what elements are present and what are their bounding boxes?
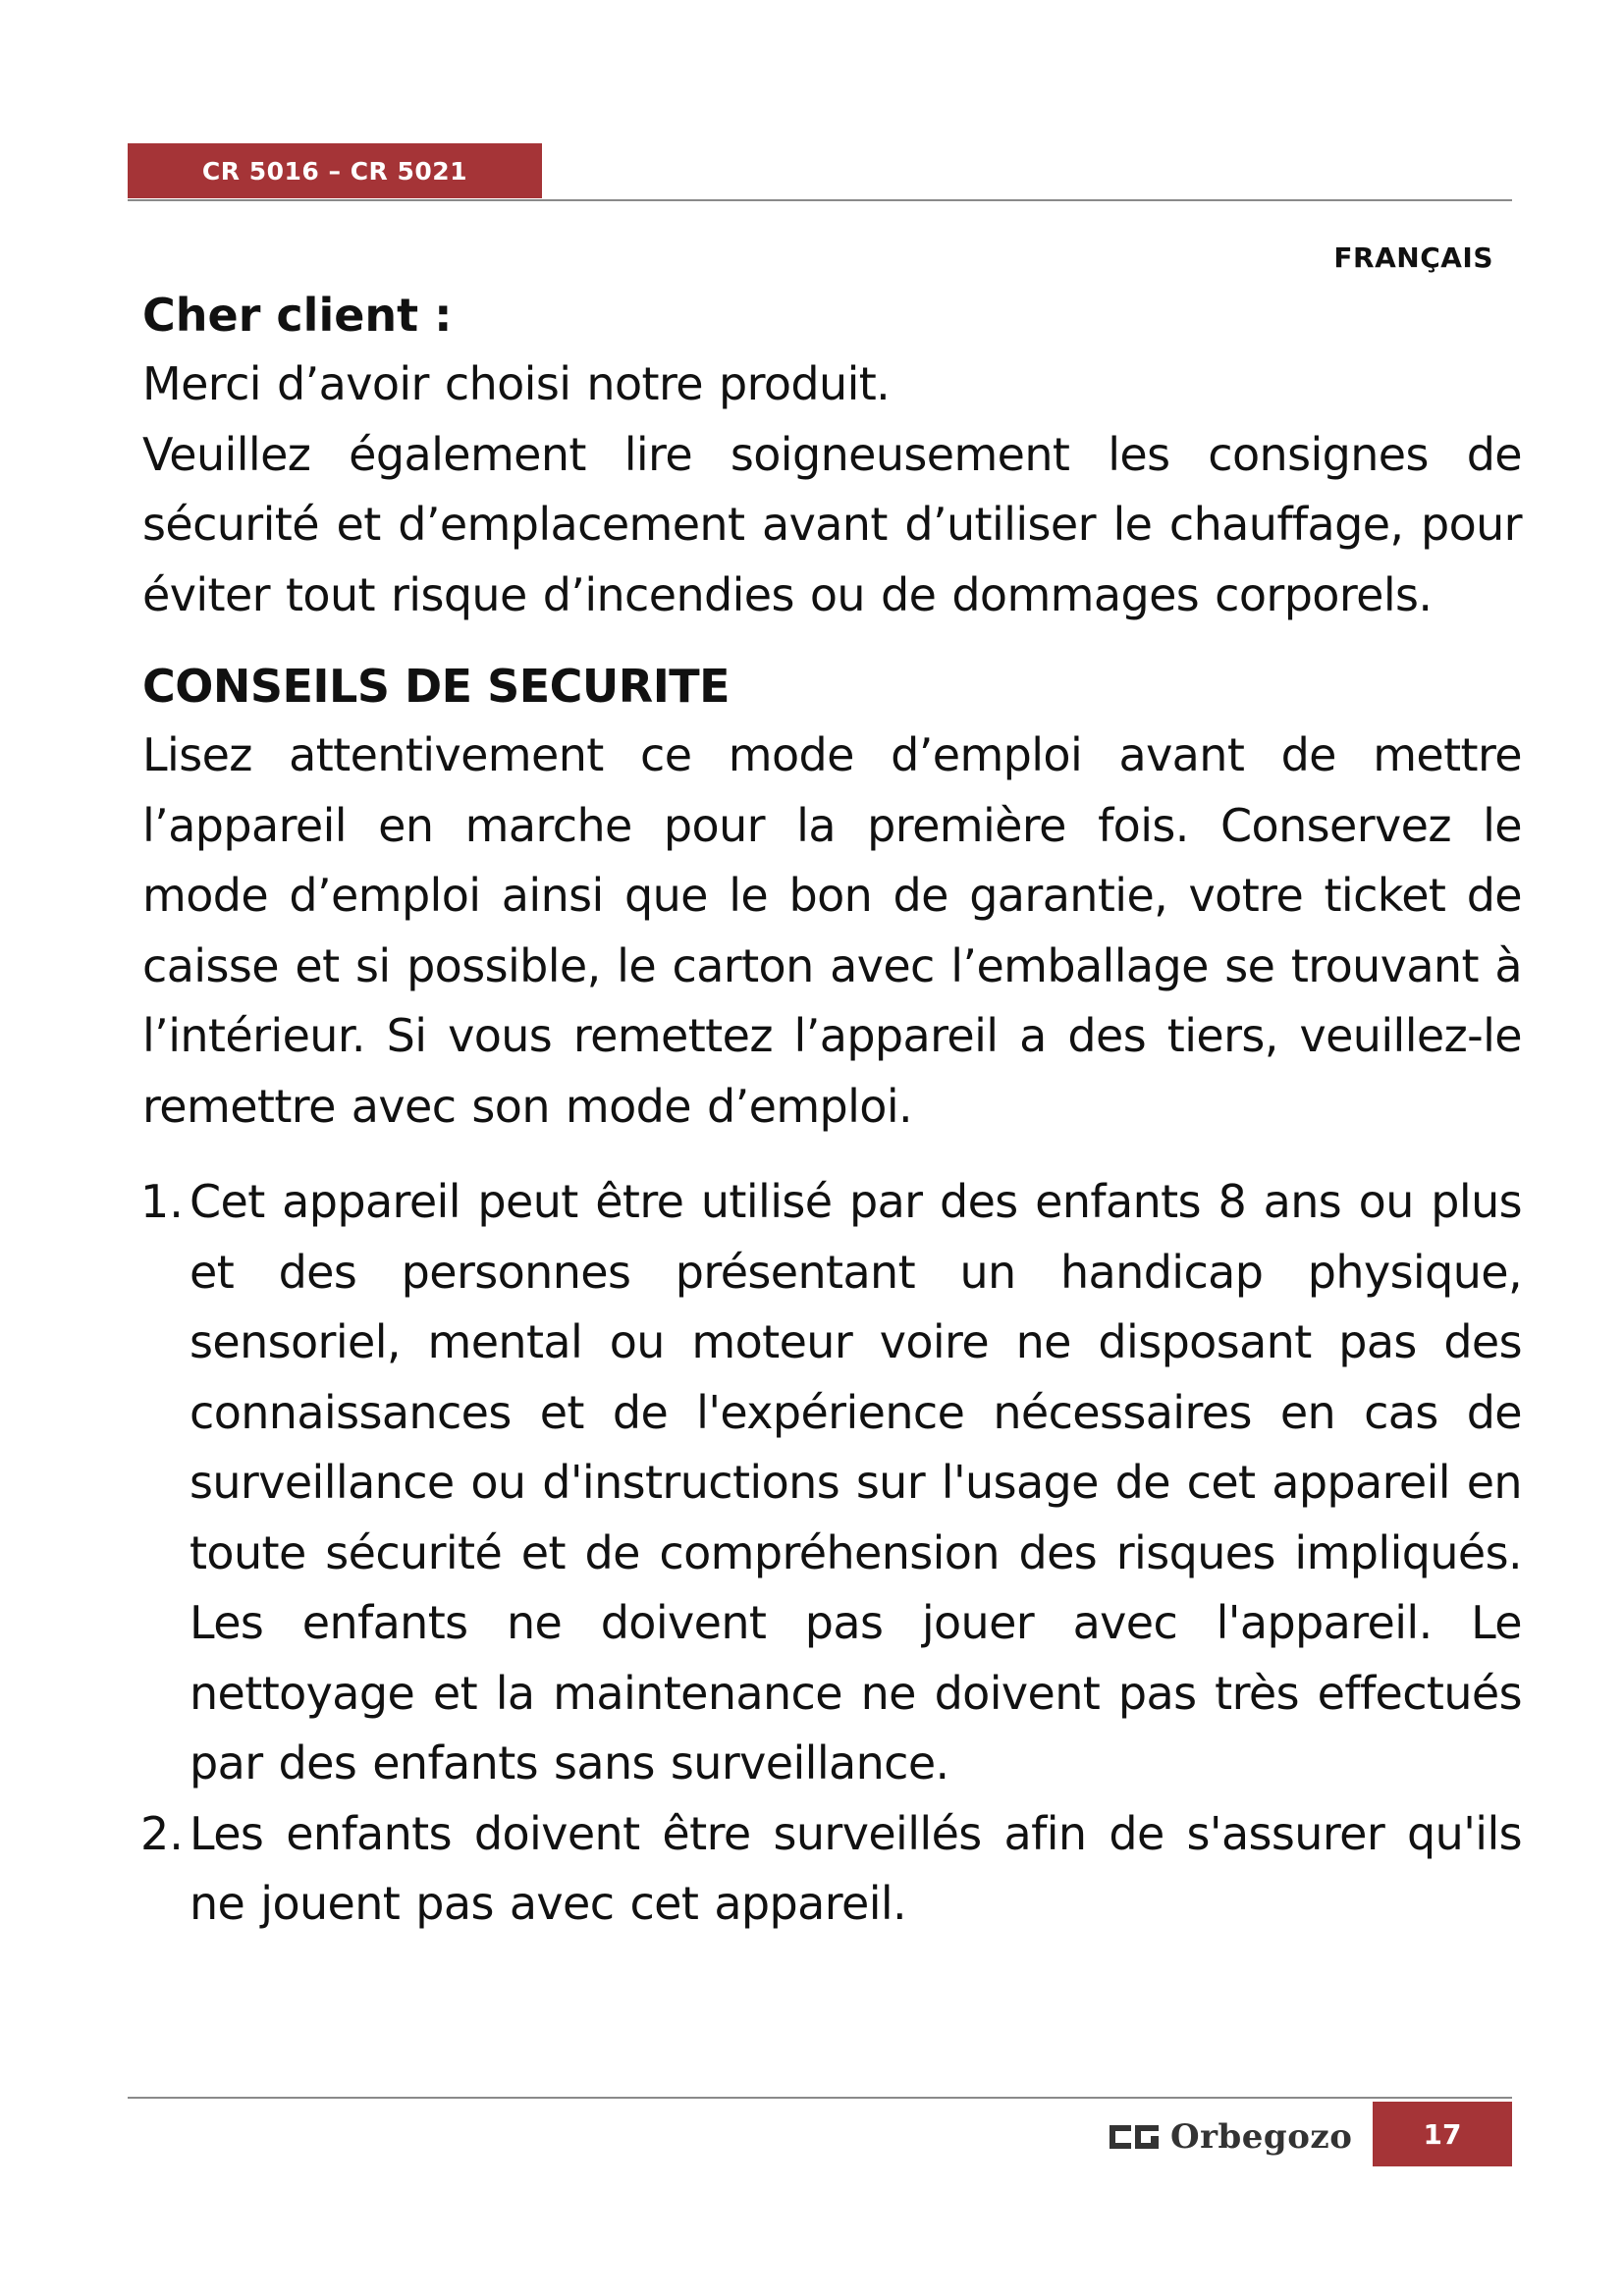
intro-paragraph: Veuillez également lire soigneusement les consignes de sécurité et d’emplacement avant d’utiliser le chauffage, pour éviter tout risque d’incendies ou de dommages corporels.: [142, 427, 1522, 621]
list-item: [142, 1167, 1522, 1799]
safety-paragraph: Lisez attentivement ce mode d’emploi avant de mettre l’appareil en marche pour la première fois. Conservez le mode d’emploi ainsi que le bon de garantie, votre ticket de caisse et si possible, le carton avec l’emballage se trouvant à l’intérieur. Si vous remettez l’appareil a des tiers, veuillez-le remettre avec son mode d’emploi.: [142, 728, 1522, 1133]
page-number: 17: [1373, 2102, 1512, 2166]
greeting-heading: Cher client :: [142, 289, 453, 342]
list-item-number: 2.: [140, 1806, 184, 1860]
brand-logo: [1108, 2115, 1352, 2159]
safety-list: [142, 1167, 1522, 1940]
header-divider: [128, 199, 1512, 201]
model-header-tab: CR 5016 – CR 5021: [128, 143, 542, 198]
page-content: [142, 281, 1522, 1940]
section-title: CONSEILS DE SECURITE: [142, 660, 731, 713]
thanks-text: Merci d’avoir choisi notre produit.: [142, 357, 891, 410]
footer-divider: [128, 2097, 1512, 2099]
brand-name: Orbegozo: [1170, 2117, 1353, 2157]
brand-logo-icon: [1108, 2122, 1161, 2152]
list-item: [142, 1799, 1522, 1940]
language-label: FRANÇAIS: [1333, 241, 1493, 274]
list-item-text: Les enfants doivent être surveillés afin de s'assurer qu'ils ne jouent pas avec cet appareil.: [189, 1806, 1522, 1930]
list-item-number: 1.: [140, 1175, 184, 1228]
list-item-text: Cet appareil peut être utilisé par des enfants 8 ans ou plus et des personnes présentant un handicap physique, sensoriel, mental ou moteur voire ne disposant pas des connaissances et de l'expérience nécessaires en cas de surveillance ou d'instructions sur l'usage de cet appareil en toute sécurité et de compréhension des risques impliqués. Les enfants ne doivent pas jouer avec l'appareil. Le nettoyage et la maintenance ne doivent pas très effectués par des enfants sans surveillance.: [189, 1175, 1522, 1789]
